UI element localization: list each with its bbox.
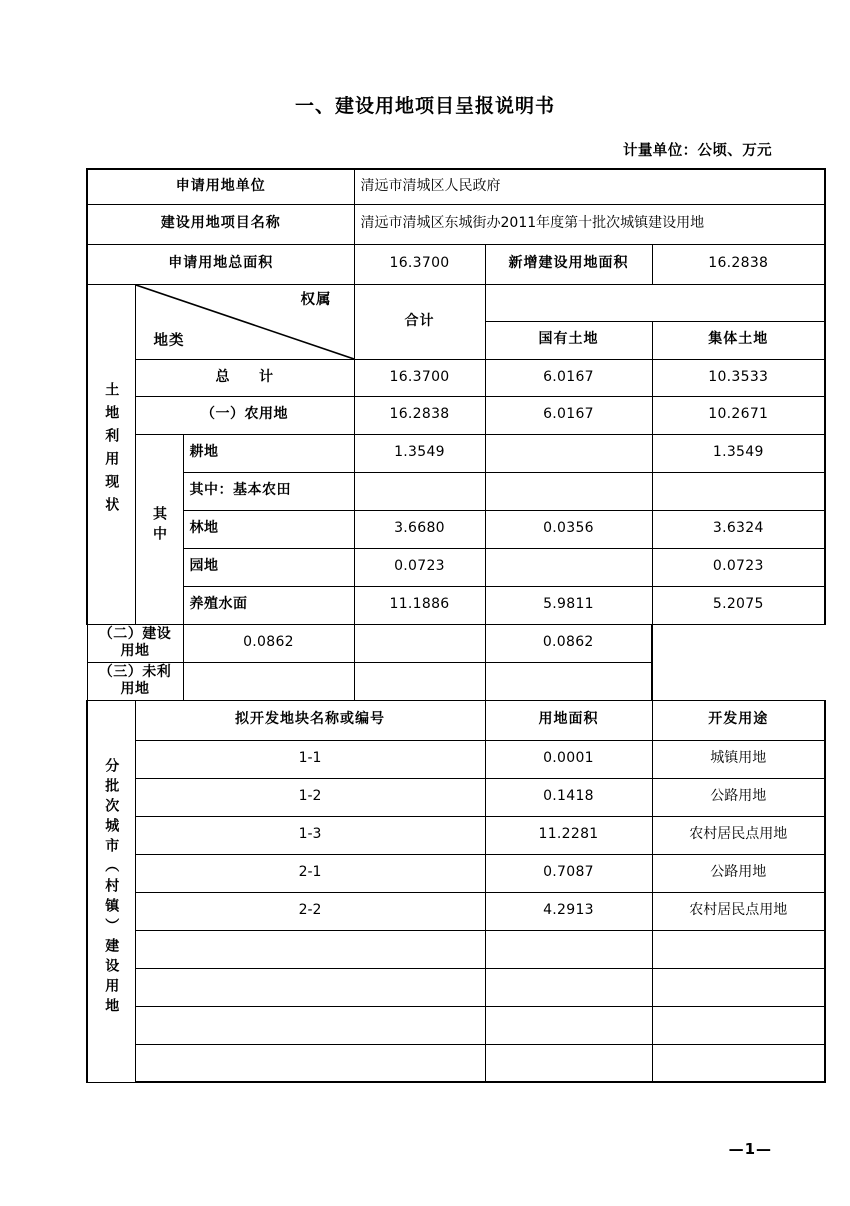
parcel-name-8 (135, 1006, 485, 1044)
table-row (87, 434, 825, 472)
new-construction-area-label: 新增建设用地面积 (485, 244, 652, 284)
table-row (87, 624, 825, 662)
parcel-area-9 (485, 1044, 652, 1082)
forest-land-total: 3.6680 (354, 510, 485, 548)
parcel-purpose-3: 农村居民点用地 (652, 816, 825, 854)
table-row (87, 586, 825, 624)
aquaculture-water-total: 11.1886 (354, 586, 485, 624)
table-row (87, 244, 825, 284)
parcel-area-3: 11.2281 (485, 816, 652, 854)
parcel-area-7 (485, 968, 652, 1006)
parcel-name-3: 1-3 (135, 816, 485, 854)
parcel-area-4: 0.7087 (485, 854, 652, 892)
table-row (87, 930, 825, 968)
garden-land-state (485, 548, 652, 586)
row-label-garden-land: 园地 (183, 548, 354, 586)
construction-land-total: 0.0862 (183, 624, 354, 662)
aquaculture-water-collective: 5.2075 (652, 586, 825, 624)
parcel-purpose-6 (652, 930, 825, 968)
basic-farmland-state (485, 472, 652, 510)
unused-land-total (183, 662, 354, 700)
parcel-name-7 (135, 968, 485, 1006)
parcel-name-4: 2-1 (135, 854, 485, 892)
table-row (87, 1044, 825, 1082)
table-row (87, 816, 825, 854)
row-label-agricultural-land: （一）农用地 (135, 396, 354, 434)
project-name-label: 建设用地项目名称 (87, 204, 354, 244)
grand-total-total: 16.3700 (354, 359, 485, 396)
table-row (87, 662, 825, 700)
parcel-purpose-7 (652, 968, 825, 1006)
column-header-state-owned: 国有土地 (485, 321, 652, 359)
forest-land-collective: 3.6324 (652, 510, 825, 548)
table-row (87, 396, 825, 434)
table-row (87, 359, 825, 396)
land-application-table (86, 168, 826, 1083)
parcel-area-1: 0.0001 (485, 740, 652, 778)
unused-land-state (354, 662, 485, 700)
parcel-purpose-1: 城镇用地 (652, 740, 825, 778)
ownership-header-label: 权属 (300, 291, 332, 308)
row-label-forest-land: 林地 (183, 510, 354, 548)
aquaculture-water-state: 5.9811 (485, 586, 652, 624)
parcel-name-5: 2-2 (135, 892, 485, 930)
table-row (87, 778, 825, 816)
column-header-parcel-area: 用地面积 (485, 700, 652, 740)
project-name-value: 清远市清城区东城街办2011年度第十批次城镇建设用地 (354, 204, 825, 244)
grand-total-state: 6.0167 (485, 359, 652, 396)
page-number: —1— (728, 1140, 772, 1158)
unused-land-collective (485, 662, 652, 700)
table-row (87, 892, 825, 930)
parcel-name-6 (135, 930, 485, 968)
parcel-area-8 (485, 1006, 652, 1044)
parcel-name-2: 1-2 (135, 778, 485, 816)
cultivated-land-collective: 1.3549 (652, 434, 825, 472)
grand-total-collective: 10.3533 (652, 359, 825, 396)
applicant-unit-label: 申请用地单位 (87, 169, 354, 204)
basic-farmland-collective (652, 472, 825, 510)
sub-section-label-among-which (135, 434, 183, 624)
row-label-construction-land: （二）建设用地 (87, 624, 183, 662)
agricultural-land-state: 6.0167 (485, 396, 652, 434)
row-label-basic-farmland: 其中：基本农田 (183, 472, 354, 510)
section-label-land-use-status (87, 284, 135, 624)
total-area-label: 申请用地总面积 (87, 244, 354, 284)
forest-land-state: 0.0356 (485, 510, 652, 548)
table-row (87, 510, 825, 548)
table-row (87, 169, 825, 204)
table-row (87, 1006, 825, 1044)
parcel-name-9 (135, 1044, 485, 1082)
basic-farmland-total (354, 472, 485, 510)
page-title: 一、建设用地项目呈报说明书 (294, 95, 555, 117)
garden-land-total: 0.0723 (354, 548, 485, 586)
table-row (87, 968, 825, 1006)
table-row (87, 548, 825, 586)
agricultural-land-total: 16.2838 (354, 396, 485, 434)
ownership-group-header-blank (485, 284, 825, 321)
table-row (87, 284, 825, 321)
parcel-name-1: 1-1 (135, 740, 485, 778)
table-row (87, 472, 825, 510)
landtype-header-label: 地类 (153, 333, 185, 350)
row-label-grand-total: 总 计 (135, 359, 354, 396)
table-row (87, 854, 825, 892)
column-header-collective: 集体土地 (652, 321, 825, 359)
parcel-area-6 (485, 930, 652, 968)
parcel-purpose-8 (652, 1006, 825, 1044)
section-label-batch-urban-construction (87, 700, 135, 1082)
garden-land-collective: 0.0723 (652, 548, 825, 586)
section-label-batch-urban-construction-text: 分批次城市（村镇）建设用地 (103, 758, 120, 1019)
parcel-purpose-4: 公路用地 (652, 854, 825, 892)
sub-section-label-among-which-text: 其中 (151, 506, 167, 547)
table-row (87, 700, 825, 740)
table-row (87, 740, 825, 778)
column-header-parcel-purpose: 开发用途 (652, 700, 825, 740)
parcel-purpose-5: 农村居民点用地 (652, 892, 825, 930)
section-label-land-use-status-text: 土地利用现状 (103, 382, 120, 521)
construction-land-collective: 0.0862 (485, 624, 652, 662)
cultivated-land-total: 1.3549 (354, 434, 485, 472)
ownership-landtype-corner-header (135, 284, 354, 359)
agricultural-land-collective: 10.2671 (652, 396, 825, 434)
column-header-total: 合计 (354, 284, 485, 359)
total-area-value: 16.3700 (354, 244, 485, 284)
cultivated-land-state (485, 434, 652, 472)
parcel-area-5: 4.2913 (485, 892, 652, 930)
parcel-purpose-2: 公路用地 (652, 778, 825, 816)
column-header-parcel-name: 拟开发地块名称或编号 (135, 700, 485, 740)
row-label-cultivated-land: 耕地 (183, 434, 354, 472)
parcel-purpose-9 (652, 1044, 825, 1082)
applicant-unit-value: 清远市清城区人民政府 (354, 169, 825, 204)
parcel-area-2: 0.1418 (485, 778, 652, 816)
construction-land-state (354, 624, 485, 662)
new-construction-area-value: 16.2838 (652, 244, 825, 284)
measurement-unit-note: 计量单位：公顷、万元 (623, 143, 772, 159)
row-label-unused-land: （三）未利用地 (87, 662, 183, 700)
table-row (87, 204, 825, 244)
row-label-aquaculture-water: 养殖水面 (183, 586, 354, 624)
